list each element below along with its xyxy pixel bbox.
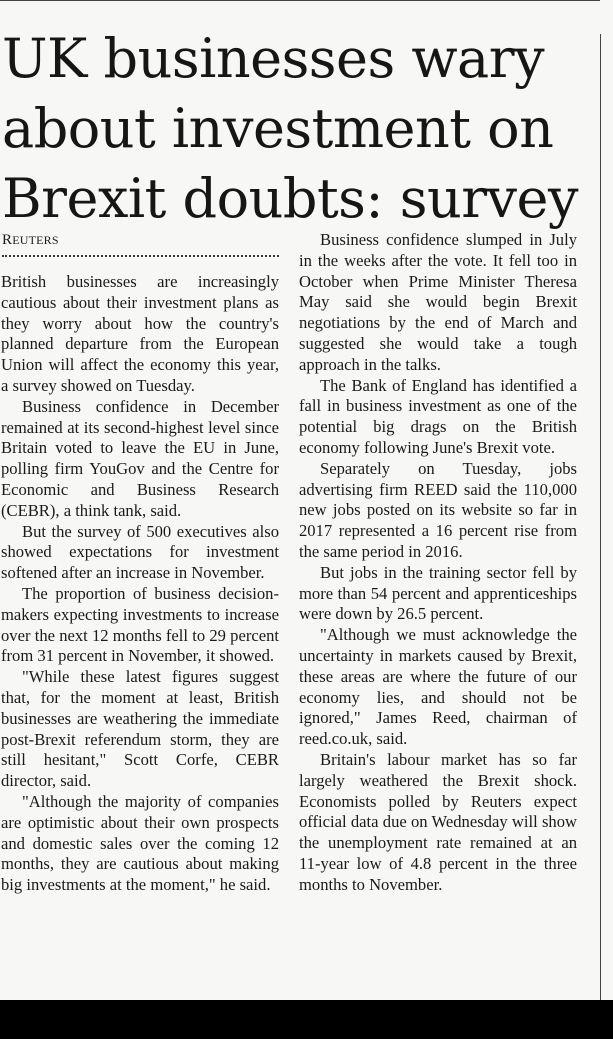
article-paragraph: Britain's labour market has so far largely weathered the Brexit shock. Economists polled by Reuters expect official data due on Wednesday will show the unemployment rate remained at an 11-year low of 4.8 percent in the three months to November. xyxy=(299,749,577,894)
scan-border-bottom xyxy=(0,1000,613,1039)
article-column-left xyxy=(1,272,279,896)
byline xyxy=(2,232,59,249)
article-paragraph: "Although we must acknowledge the uncertainty in markets caused by Brexit, these areas are where the future of our economy lies, and should not be ignored," James Reed, chairman of reed.co.uk, said. xyxy=(299,625,577,749)
article-paragraph: Business confidence in December remained at its second-highest level since Britain voted to leave the EU in June, polling firm YouGov and the Centre for Economic and Business Research (CEBR), a think tank, said. xyxy=(1,396,279,520)
article-paragraph: British businesses are increasingly cautious about their investment plans as they worry about how the country's planned departure from the European Union will affect the economy this year, a survey showed on Tuesday. xyxy=(1,272,279,395)
top-rule xyxy=(0,0,600,1)
headline xyxy=(2,24,592,234)
byline-initial: R xyxy=(2,232,13,248)
headline-line: UK businesses wary xyxy=(2,27,545,90)
article-paragraph: The proportion of business decision-makers expecting investments to increase over the next 12 months fell to 29 percent from 31 percent in November, it showed. xyxy=(1,583,279,666)
article-paragraph: But the survey of 500 executives also showed expectations for investment softened after an increase in November. xyxy=(1,521,279,583)
byline-divider xyxy=(2,255,279,257)
article-paragraph: The Bank of England has identified a fall in business investment as one of the potential big drags on the British economy following June's Brexit vote. xyxy=(299,375,577,457)
article-paragraph: Separately on Tuesday, jobs advertising firm REED said the 110,000 new jobs posted on its website so far in 2017 represented a 16 percent rise from the same period in 2016. xyxy=(299,458,577,561)
article-paragraph: "Although the majority of companies are optimistic about their own prospects and domestic sales over the coming 12 months, they are cautious about making big investments at the moment," he said. xyxy=(1,791,279,895)
article-paragraph: Business confidence slumped in July in the weeks after the vote. It fell too in October when Prime Minister Theresa May said she would begin Brexit negotiations by the end of March and suggested she would take a tough approach in the talks. xyxy=(299,230,577,374)
article-column-right xyxy=(299,230,577,896)
article-paragraph: "While these latest figures suggest that, for the moment at least, British businesses are weathering the immediate post-Brexit referendum storm, they are still hesitant," Scott Corfe, CEBR director, said. xyxy=(1,667,279,791)
column-rule xyxy=(600,34,601,1000)
byline-rest: EUTERS xyxy=(12,233,59,247)
headline-line: Brexit doubts: survey xyxy=(2,167,579,230)
headline-line: about investment on xyxy=(2,97,554,160)
article-paragraph: But jobs in the training sector fell by more than 54 percent and apprenticeships were down by 26.5 percent. xyxy=(299,562,577,624)
